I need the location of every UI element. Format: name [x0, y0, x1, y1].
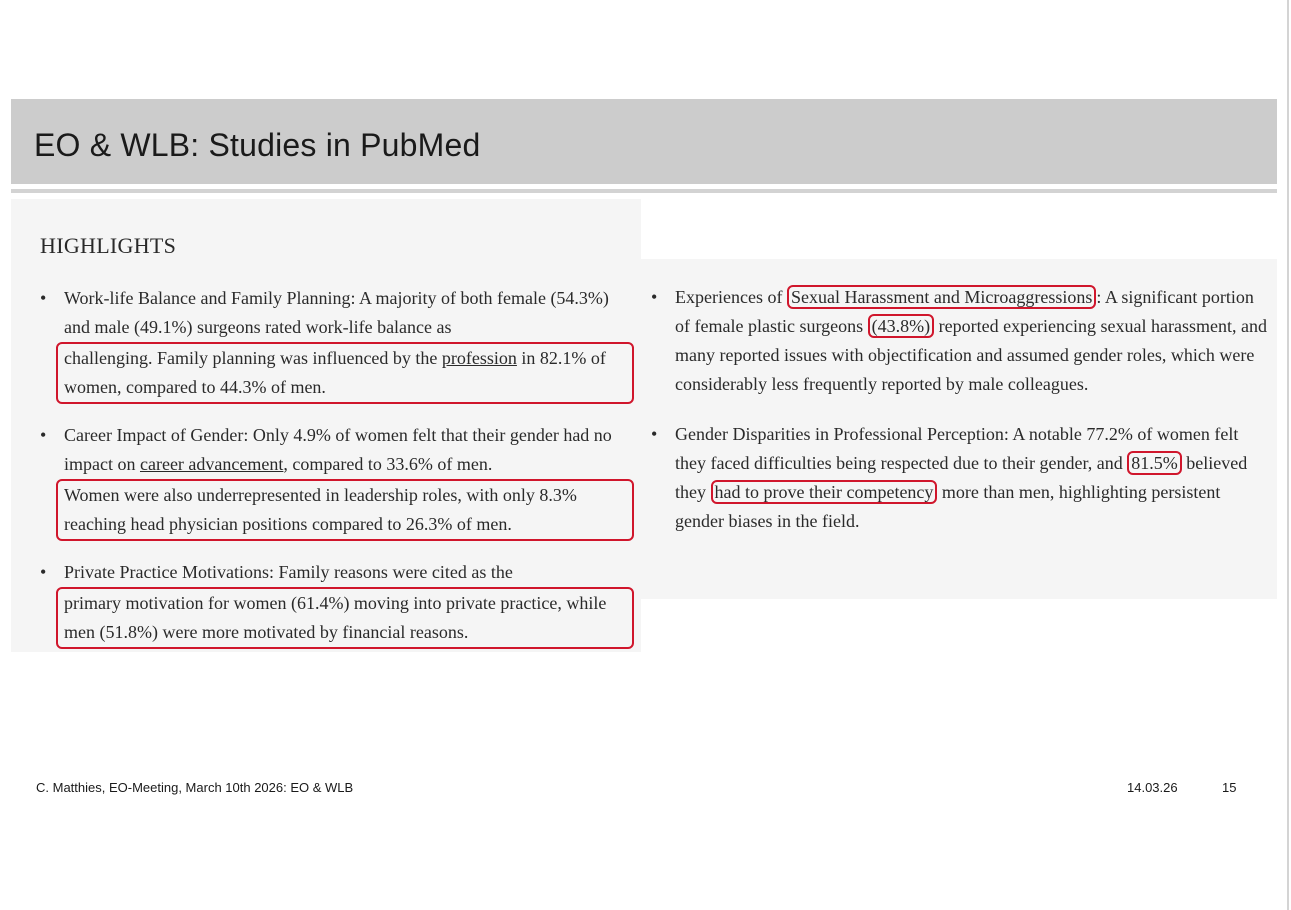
highlight-text: reported experiencing sexual harassment, and many reported issues with objectification and assumed gender roles, which were considerably less frequently reported by male colleagues. — [675, 316, 1267, 394]
highlights-list-left — [40, 284, 634, 666]
highlight-item-career-impact — [40, 421, 634, 541]
highlight-item-work-life-balance — [40, 284, 634, 404]
highlight-item-perception — [651, 420, 1267, 536]
highlight-box-private-practice: primary motivation for women (61.4%) moving into private practice, while men (51.8%) were more motivated by financial reasons. — [56, 587, 634, 649]
highlights-panel-right — [641, 259, 1277, 599]
highlight-item-private-practice — [40, 558, 634, 649]
title-bar — [11, 99, 1277, 184]
highlight-text: Private Practice Motivations: Family reasons were cited as the — [64, 562, 513, 582]
highlight-box-43-8: (43.8%) — [868, 314, 934, 338]
title-divider — [11, 189, 1277, 193]
highlight-text: more than men, highlighting persistent gender biases in the field. — [675, 482, 1221, 531]
highlight-text: Experiences of — [675, 287, 787, 307]
highlight-box-leadership: Women were also underrepresented in leadership roles, with only 8.3% reaching head physician positions compared to 26.3% of men. — [56, 479, 634, 541]
highlight-box-family-planning — [56, 342, 634, 404]
slide-title: EO & WLB: Studies in PubMed — [34, 127, 481, 163]
highlights-list-right — [651, 283, 1267, 557]
right-edge-line — [1287, 0, 1289, 910]
highlights-heading: HIGHLIGHTS — [40, 233, 177, 258]
highlight-box-harassment: Sexual Harassment and Microaggressions — [787, 285, 1096, 309]
bullet-icon: • — [40, 288, 47, 308]
profession-link[interactable]: profession — [441, 348, 517, 368]
highlight-text: , compared to 33.6% of men. — [283, 454, 493, 474]
footer-page-number: 15 — [1222, 780, 1237, 795]
highlight-text: Gender Disparities in Professional Perception: A notable 77.2% of women felt they faced difficulties being respected due to their gender, and — [675, 424, 1239, 473]
highlight-text: Career Impact of Gender: Only 4.9% of women felt that their gender had no impact on — [64, 425, 612, 474]
highlight-box-81-5: 81.5% — [1127, 451, 1182, 475]
boxed-text: challenging. Family planning was influenced by the — [64, 348, 442, 368]
boxed-text: in 82.1% of women, compared to 44.3% of men. — [64, 348, 606, 397]
bullet-icon: • — [40, 425, 47, 445]
highlight-text: : A significant portion of female plastic surgeons — [675, 287, 1254, 336]
highlight-box-competency: had to prove their competency — [711, 480, 938, 504]
bullet-icon: • — [651, 287, 658, 307]
footer-presenter: C. Matthies, EO-Meeting, March 10th 2026: EO & WLB — [36, 780, 354, 795]
highlight-text: believed they — [675, 453, 1248, 502]
bullet-icon: • — [40, 562, 47, 582]
footer-date: 14.03.26 — [1127, 780, 1178, 795]
highlight-item-harassment — [651, 283, 1267, 399]
highlight-text: Work-life Balance and Family Planning: A majority of both female (54.3%) and male (49.1%) surgeons rated work-life balance as — [64, 288, 609, 337]
bullet-icon: • — [651, 424, 658, 444]
career-advancement-link[interactable]: career advancement — [139, 454, 284, 474]
highlights-panel-left — [11, 199, 641, 652]
